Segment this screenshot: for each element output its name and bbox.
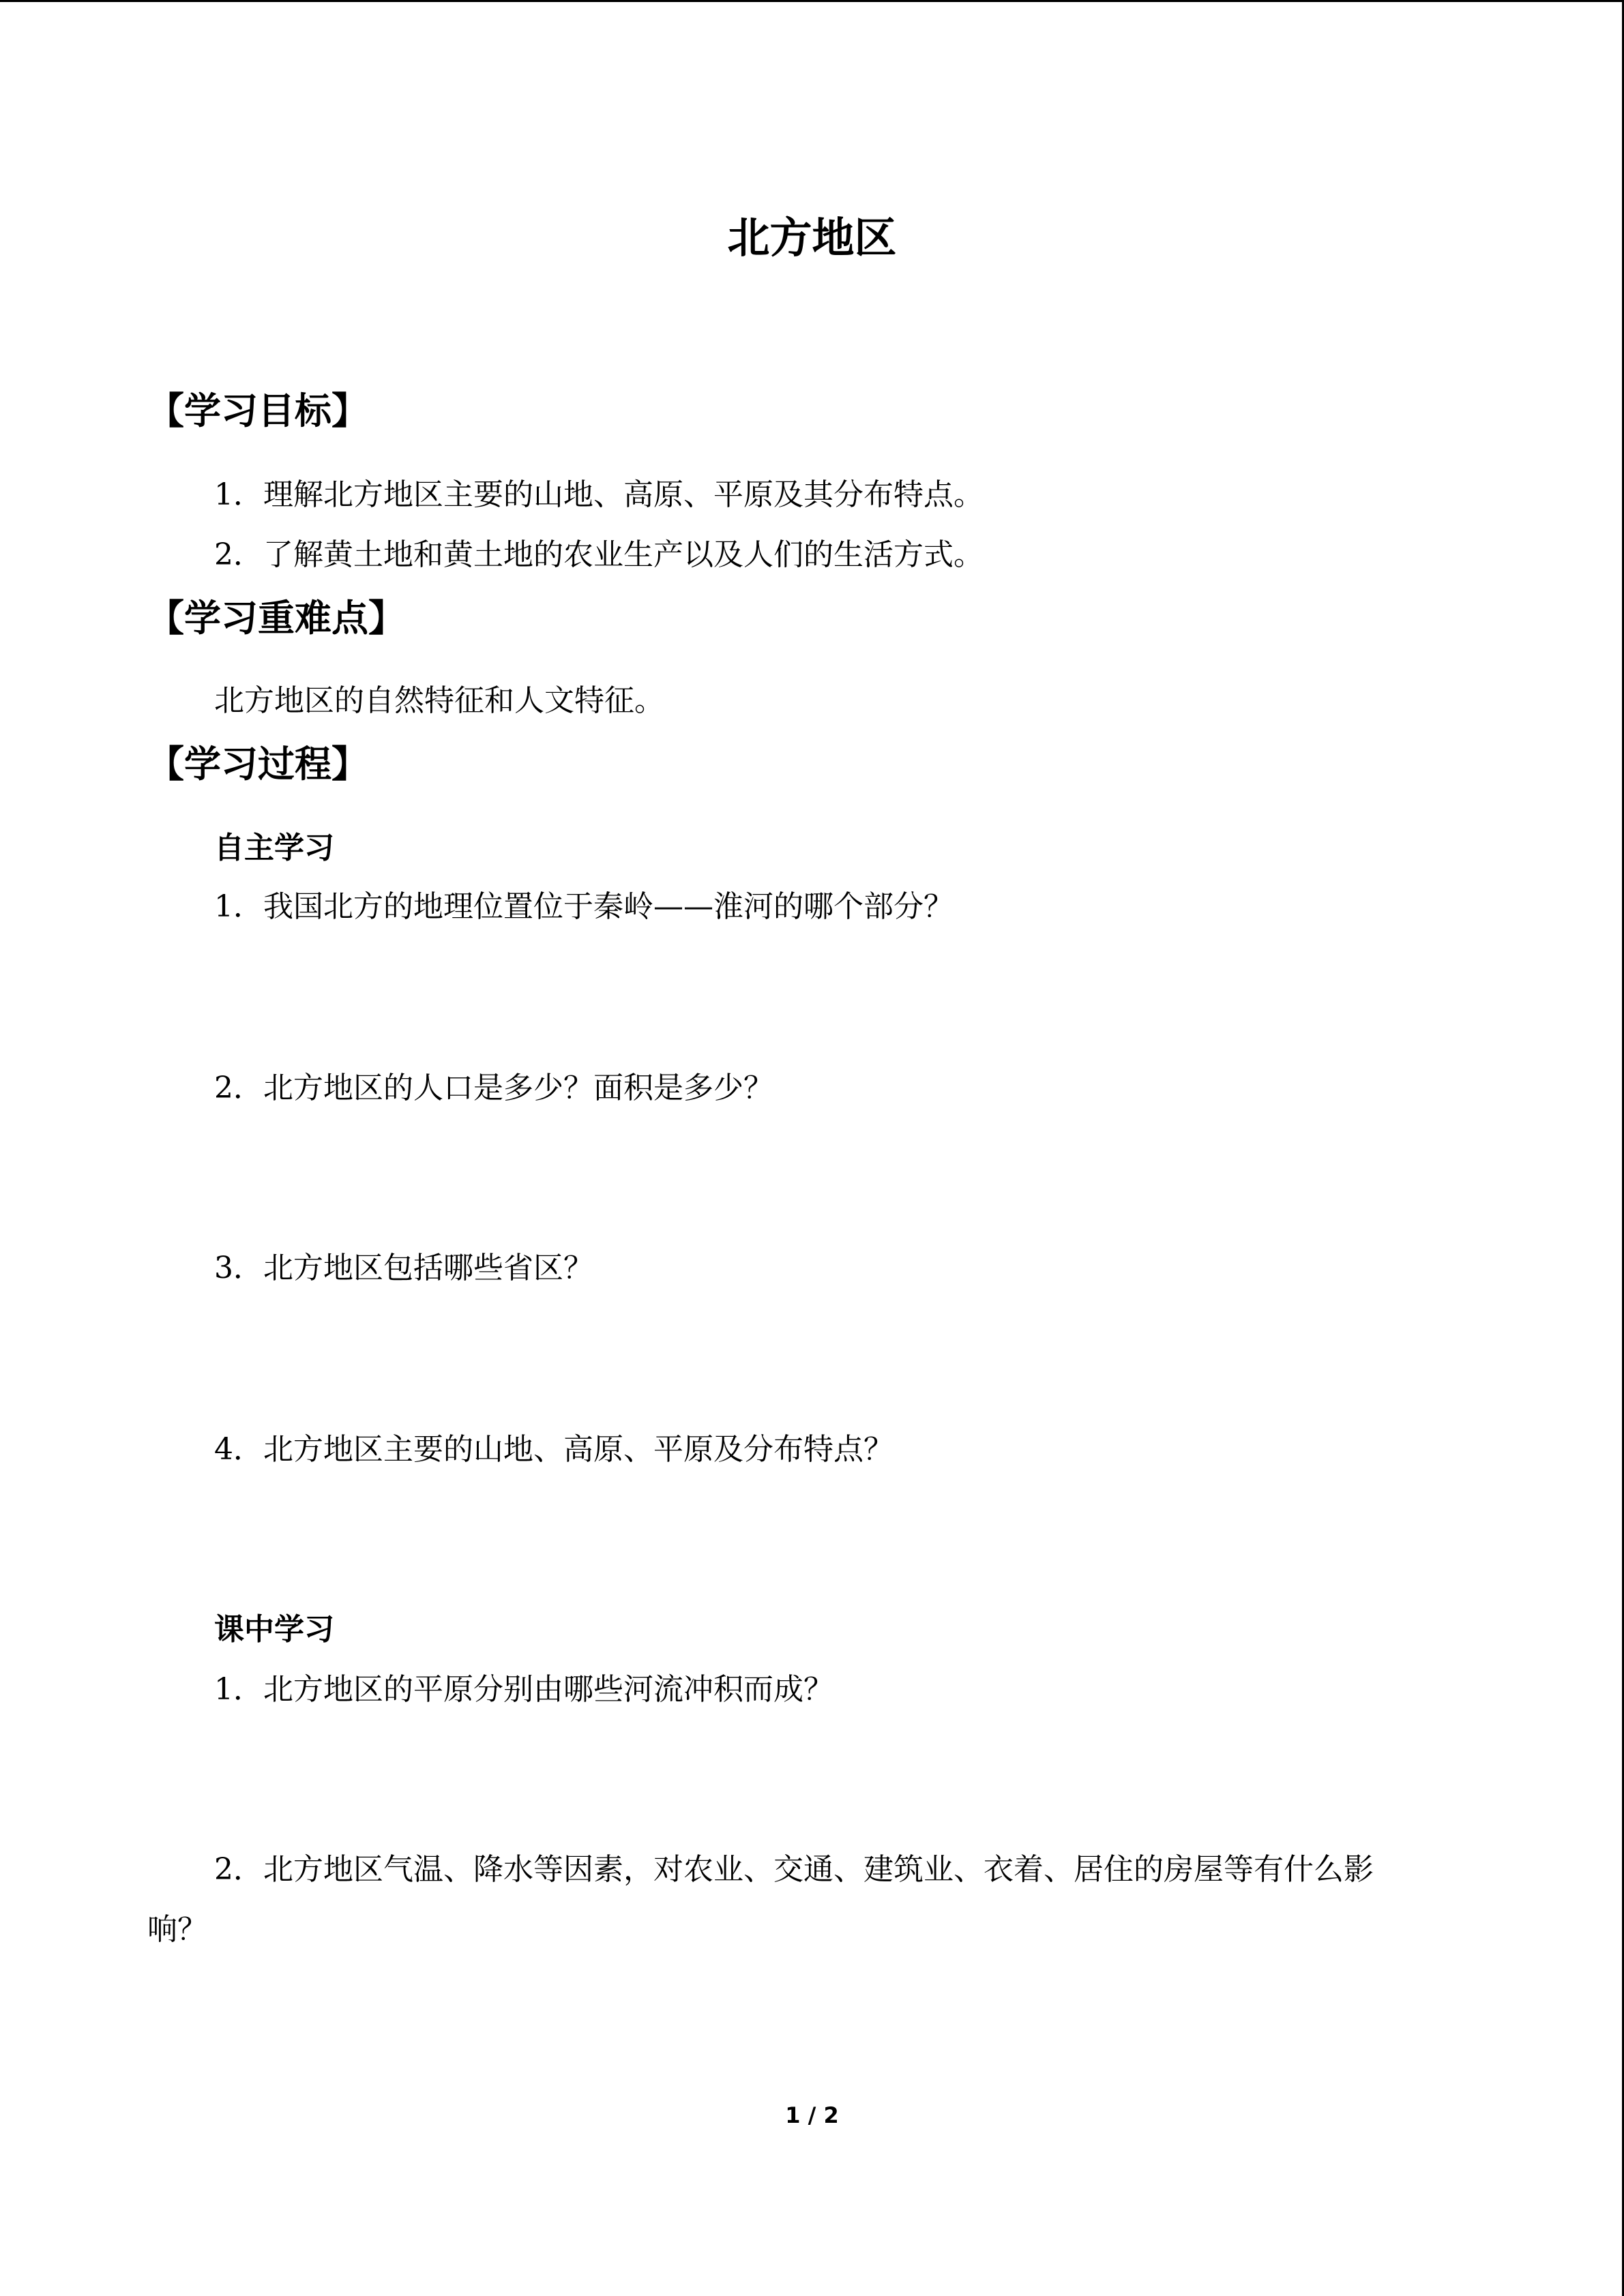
self-study-heading: 自主学习 — [214, 831, 334, 865]
objectives-heading: 【学习目标】 — [147, 389, 368, 432]
class-study-question-2-line-1: 2．北方地区气温、降水等因素，对农业、交通、建筑业、衣着、居住的房屋等有什么影 — [214, 1852, 1374, 1887]
self-study-question-2: 2．北方地区的人口是多少？面积是多少？ — [214, 1071, 773, 1105]
page-title: 北方地区 — [727, 213, 897, 263]
page-number: 1 / 2 — [785, 2102, 839, 2128]
key-points-text: 北方地区的自然特征和人文特征。 — [214, 683, 664, 718]
objective-item-1: 1．理解北方地区主要的山地、高原、平原及其分布特点。 — [214, 477, 984, 512]
objective-item-2: 2．了解黄土地和黄土地的农业生产以及人们的生活方式。 — [214, 537, 984, 572]
self-study-question-4: 4．北方地区主要的山地、高原、平原及分布特点？ — [214, 1432, 894, 1467]
self-study-question-3: 3．北方地区包括哪些省区？ — [214, 1251, 593, 1285]
class-study-question-1: 1．北方地区的平原分别由哪些河流冲积而成？ — [214, 1672, 833, 1707]
key-points-heading: 【学习重难点】 — [147, 597, 405, 640]
self-study-question-1: 1．我国北方的地理位置位于秦岭——淮河的哪个部分？ — [214, 889, 954, 924]
class-study-heading: 课中学习 — [214, 1612, 334, 1647]
process-heading: 【学习过程】 — [147, 743, 368, 786]
class-study-question-2-line-2: 响？ — [147, 1912, 207, 1947]
